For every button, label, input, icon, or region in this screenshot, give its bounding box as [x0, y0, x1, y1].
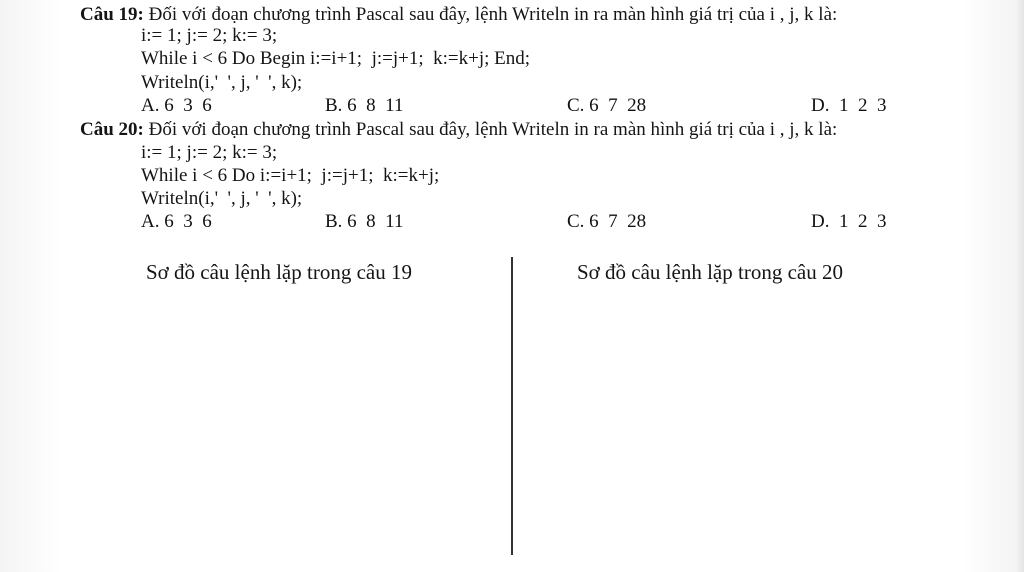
question-20-code-line-3: Writeln(i,' ', j, ' ', k);: [141, 188, 303, 209]
column-divider: [511, 257, 513, 555]
question-19-code-line-3: Writeln(i,' ', j, ' ', k);: [141, 72, 303, 93]
question-20-code-line-2: While i < 6 Do i:=i+1; j:=j+1; k:=k+j;: [141, 165, 440, 186]
question-19-prompt: Đối với đoạn chương trình Pascal sau đây, lệnh Writeln in ra màn hình giá trị của i , j, k là:: [143, 4, 838, 25]
diagram-heading-q19: Sơ đồ câu lệnh lặp trong câu 19: [146, 260, 412, 284]
question-19-header: [80, 4, 837, 26]
question-20-header: [80, 119, 837, 141]
question-20-option-c: C. 6 7 28: [567, 211, 647, 232]
question-20-option-b: B. 6 8 11: [325, 211, 404, 232]
question-19-option-d: D. 1 2 3: [811, 95, 887, 116]
page-edge-shadow: [1016, 0, 1024, 572]
diagram-heading-q20: Sơ đồ câu lệnh lặp trong câu 20: [577, 260, 843, 284]
question-19-option-a: A. 6 3 6: [141, 95, 212, 116]
question-19-code-line-2: While i < 6 Do Begin i:=i+1; j:=j+1; k:=k+j; End;: [141, 48, 531, 69]
question-20-prompt: Đối với đoạn chương trình Pascal sau đây, lệnh Writeln in ra màn hình giá trị của i , j, k là:: [143, 119, 838, 140]
question-20-option-d: D. 1 2 3: [811, 211, 887, 232]
question-20-option-a: A. 6 3 6: [141, 211, 212, 232]
question-19-option-c: C. 6 7 28: [567, 95, 647, 116]
question-20-label: Câu 20:: [80, 119, 144, 140]
question-20-code-line-1: i:= 1; j:= 2; k:= 3;: [141, 142, 278, 163]
question-19-label: Câu 19:: [80, 4, 144, 25]
diagram-area-q19: [100, 295, 500, 555]
question-19-option-b: B. 6 8 11: [325, 95, 404, 116]
diagram-area-q20: [525, 295, 925, 555]
question-19-code-line-1: i:= 1; j:= 2; k:= 3;: [141, 25, 278, 46]
